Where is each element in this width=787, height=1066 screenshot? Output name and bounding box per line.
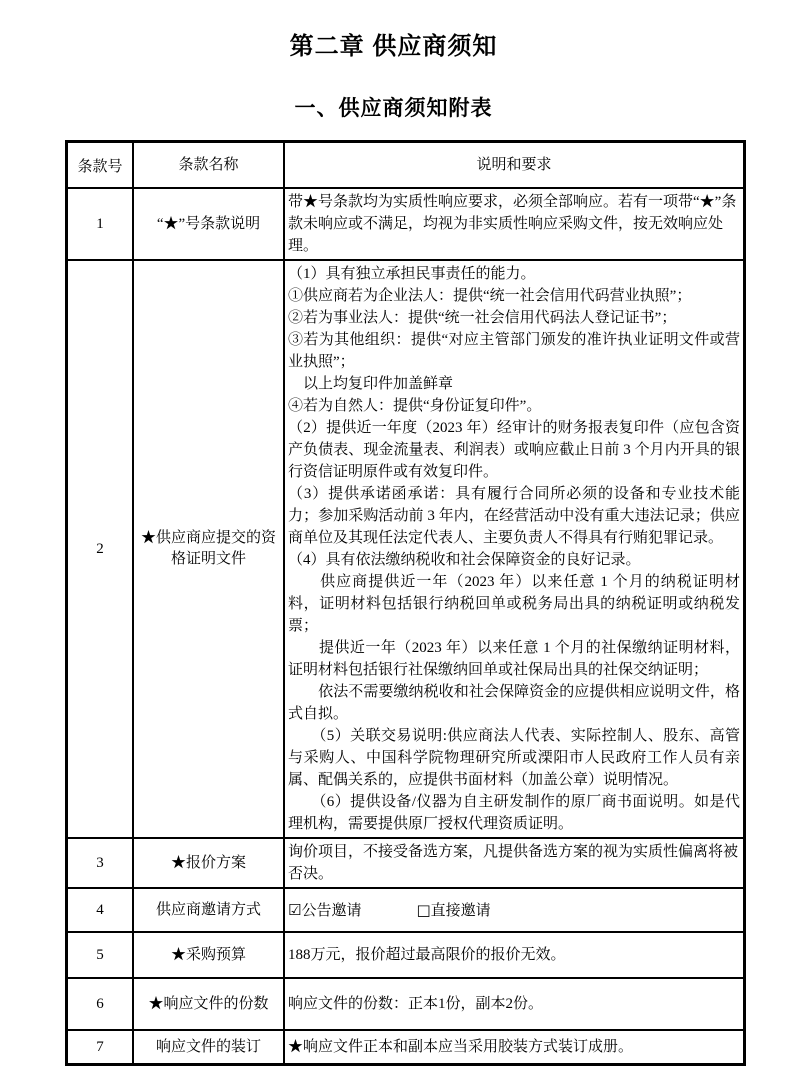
- clause-name: ★响应文件的份数: [133, 978, 284, 1030]
- clause-paragraph: 提供近一年（2023 年）以来任意 1 个月的社保缴纳证明材料，证明材料包括银行社保缴纳回单或社保局出具的社保交纳证明；: [288, 640, 740, 678]
- clause-number: 4: [67, 888, 134, 932]
- clause-name: ★采购预算: [133, 932, 284, 978]
- clause-description: 询价项目，不接受备选方案，凡提供备选方案的视为实质性偏离将被否决。: [284, 838, 745, 888]
- header-clause-name: 条款名称: [133, 142, 284, 189]
- clause-paragraph: （6）提供设备/仪器为自主研发制作的原厂商书面说明。如是代理机构，需要提供原厂授权代理资质证明。: [288, 794, 740, 832]
- clause-name: 响应文件的装订: [133, 1030, 284, 1065]
- clause-paragraph: （5）关联交易说明:供应商法人代表、实际控制人、股东、高管与采购人、中国科学院物理研究所或溧阳市人民政府工作人员有亲属、配偶关系的，应提供书面材料（加盖公章）说明情况。: [288, 728, 740, 788]
- checkbox-checked-icon: ☑: [288, 900, 302, 919]
- clause-paragraph: （4）具有依法缴纳税收和社会保障资金的良好记录。: [288, 552, 641, 568]
- clause-paragraph: ③若为其他组织：提供“对应主管部门颁发的准许执业证明文件或营业执照”；: [288, 332, 740, 370]
- clause-paragraph: ①供应商若为企业法人：提供“统一社会信用代码营业执照”；: [288, 288, 692, 304]
- clause-description: [284, 888, 745, 932]
- clause-description: 带★号条款均为实质性响应要求，必须全部响应。若有一项带“★”条款未响应或不满足，均视为非实质性响应采购文件，按无效响应处理。: [284, 188, 745, 260]
- table-row: [67, 188, 745, 260]
- table-row: [67, 932, 745, 978]
- checkbox-unchecked-icon: □: [416, 900, 431, 919]
- clause-paragraph: ④若为自然人：提供“身份证复印件”。: [288, 398, 542, 414]
- clause-number: 6: [67, 978, 134, 1030]
- clause-paragraph: （1）具有独立承担民事责任的能力。: [288, 266, 536, 282]
- invite-option-announcement: [288, 900, 362, 919]
- supplier-notice-table: [65, 140, 746, 1066]
- table-row: [67, 888, 745, 932]
- clause-name: ★供应商应提交的资格证明文件: [133, 260, 284, 838]
- clause-paragraph: 供应商提供近一年（2023 年）以来任意 1 个月的纳税证明材料，证明材料包括银行纳税回单或税务局出具的纳税证明或纳税发票；: [288, 574, 740, 634]
- clause-description: 响应文件的份数：正本1份，副本2份。: [284, 978, 745, 1030]
- clause-number: 1: [67, 188, 134, 260]
- clause-number: 7: [67, 1030, 134, 1065]
- table-row: [67, 260, 745, 838]
- clause-name: ★报价方案: [133, 838, 284, 888]
- clause-description: ★响应文件正本和副本应当采用胶装方式装订成册。: [284, 1030, 745, 1065]
- clause-number: 3: [67, 838, 134, 888]
- table-header-row: [67, 142, 745, 189]
- clause-name: 供应商邀请方式: [133, 888, 284, 932]
- clause-description: [284, 260, 745, 838]
- clause-paragraph: （2）提供近一年度（2023 年）经审计的财务报表复印件（应包含资产负债表、现金流量表、利润表）或响应截止日前 3 个月内开具的银行资信证明原件或有效复印件。: [288, 420, 740, 480]
- header-clause-number: 条款号: [67, 142, 134, 189]
- clause-number: 5: [67, 932, 134, 978]
- clause-name: “★”号条款说明: [133, 188, 284, 260]
- clause-description: 188万元，报价超过最高限价的报价无效。: [284, 932, 745, 978]
- table-row: [67, 1030, 745, 1065]
- clause-paragraph: （3）提供承诺函承诺：具有履行合同所必须的设备和专业技术能力；参加采购活动前 3 年内，在经营活动中没有重大违法记录；供应商单位及其现任法定代表人、主要负责人不得具有行贿犯罪记录。: [288, 486, 740, 546]
- table-row: [67, 978, 745, 1030]
- option-label: 直接邀请: [430, 902, 491, 919]
- table-row: [67, 838, 745, 888]
- option-label: 公告邀请: [301, 902, 362, 919]
- page-title: 第二章 供应商须知: [289, 33, 498, 60]
- page-subtitle: 一、供应商须知附表: [294, 97, 493, 120]
- clause-paragraph: 依法不需要缴纳税收和社会保障资金的应提供相应说明文件，格式自拟。: [288, 684, 740, 722]
- clause-number: 2: [67, 260, 134, 838]
- header-description: 说明和要求: [284, 142, 745, 189]
- invite-option-direct: [416, 900, 491, 919]
- clause-paragraph: 以上均复印件加盖鲜章: [288, 376, 454, 392]
- clause-paragraph: ②若为事业法人：提供“统一社会信用代码法人登记证书”；: [288, 310, 677, 326]
